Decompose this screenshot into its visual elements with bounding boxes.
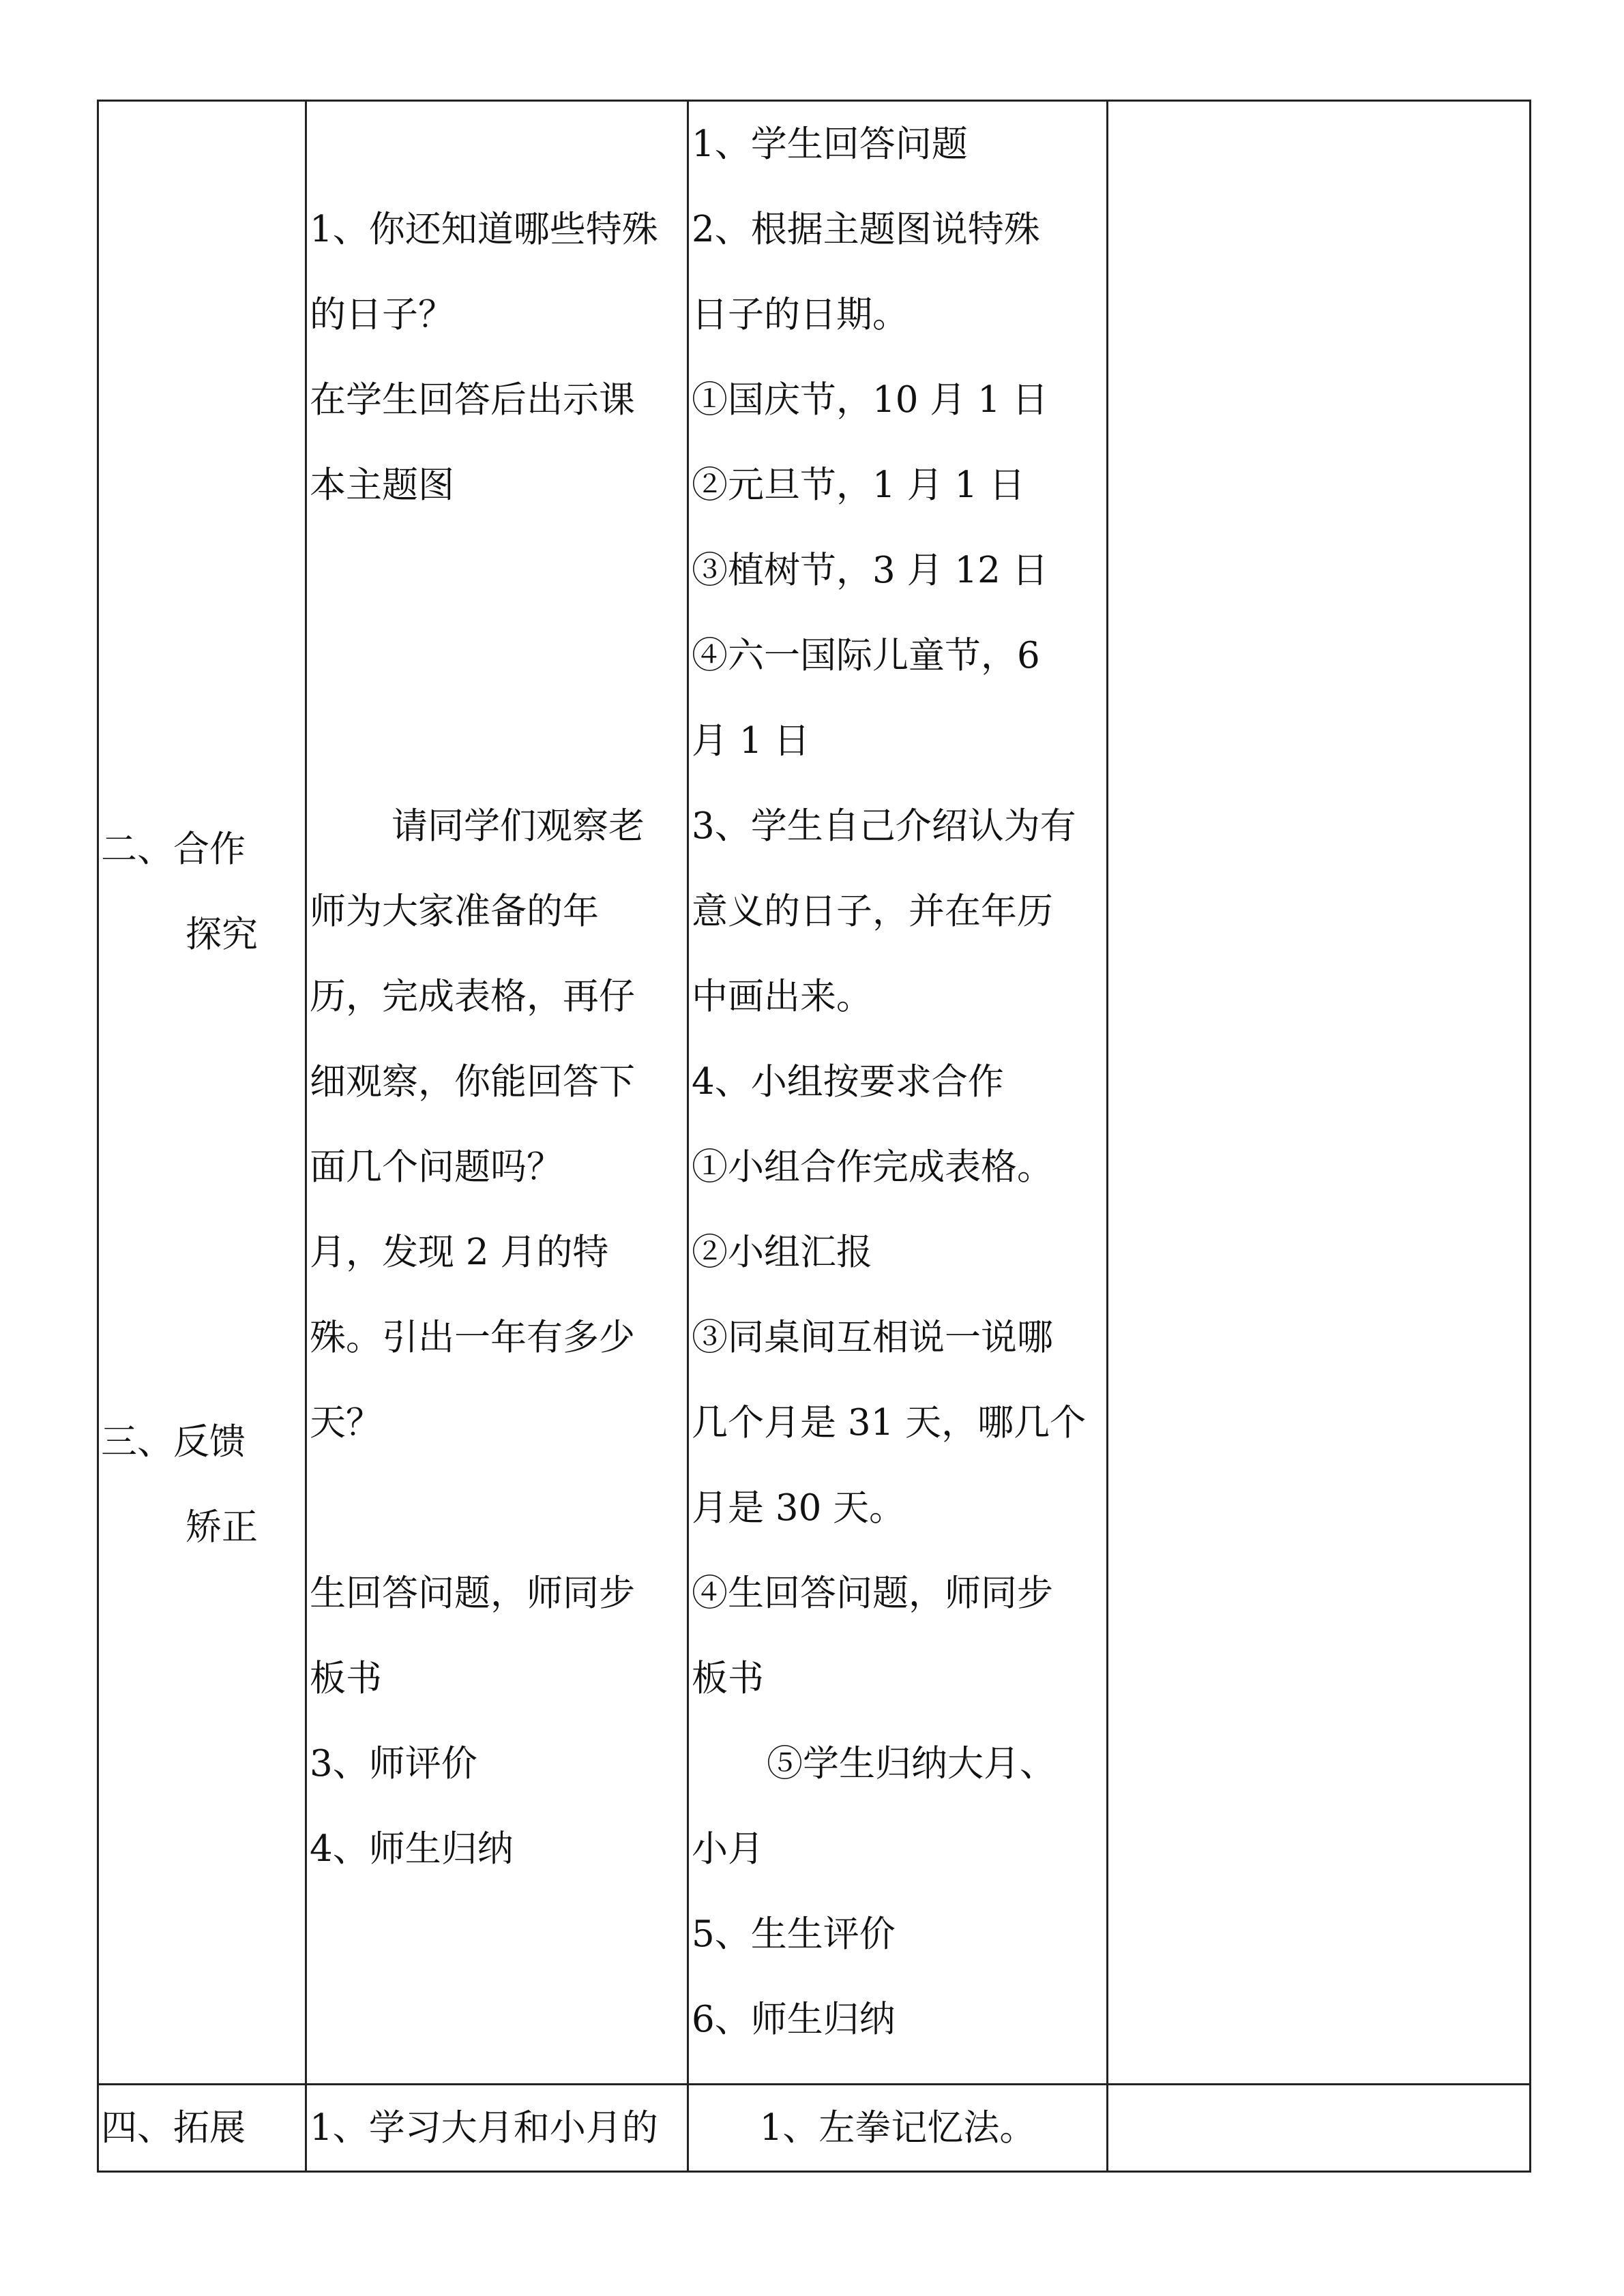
design-intent-cell-extension <box>1108 2085 1531 2172</box>
student-activity-cell <box>688 101 1108 2085</box>
student-line: 3、学生自己介绍认为有 <box>692 805 1076 847</box>
student-line: ②元旦节，1 月 1 日 <box>692 464 1025 506</box>
stage-3-line-1: 三、反馈 <box>101 1421 246 1463</box>
student-line: 小月 <box>692 1828 764 1870</box>
teacher-line: 1、你还知道哪些特殊 <box>310 209 658 250</box>
student-line: 月 1 日 <box>692 720 810 762</box>
teacher-line: 面几个问题吗？ <box>310 1146 563 1188</box>
teacher-line: 1、学习大月和小月的 <box>310 2107 658 2149</box>
teacher-line: 殊。引出一年有多少 <box>310 1317 635 1358</box>
stage-cell-extension <box>98 2085 306 2172</box>
student-line: ③植树节，3 月 12 日 <box>692 550 1048 591</box>
teacher-line: 在学生回答后出示课 <box>310 379 635 421</box>
student-line: 意义的日子，并在年历 <box>692 891 1053 932</box>
student-line: 月是 30 天。 <box>692 1487 906 1529</box>
student-line: ⑤学生归纳大月、 <box>767 1743 1056 1785</box>
student-line: ①小组合作完成表格。 <box>692 1146 1053 1188</box>
teacher-line: 细观察，你能回答下 <box>310 1061 635 1103</box>
teacher-line: 3、师评价 <box>310 1743 477 1785</box>
teacher-line: 天？ <box>310 1402 382 1444</box>
design-intent-cell <box>1108 101 1531 2085</box>
student-line: 几个月是 31 天，哪几个 <box>692 1402 1087 1444</box>
teacher-line: 本主题图 <box>310 464 454 506</box>
student-line: 4、小组按要求合作 <box>692 1061 1004 1103</box>
teacher-line: 师为大家准备的年 <box>310 891 599 932</box>
stage-3-line-2: 矫正 <box>186 1506 258 1548</box>
student-line: ②小组汇报 <box>692 1232 872 1273</box>
student-activity-cell-extension <box>688 2085 1108 2172</box>
stage-label-extension: 四、拓展 <box>101 2107 246 2149</box>
student-line: ④六一国际儿童节，6 <box>692 635 1040 676</box>
teacher-activity-cell <box>306 101 688 2085</box>
teacher-line: 月，发现 2 月的特 <box>310 1232 609 1273</box>
student-line: 中画出来。 <box>692 976 872 1017</box>
teacher-line: 历，完成表格，再仔 <box>310 976 635 1017</box>
teacher-activity-cell-extension <box>306 2085 688 2172</box>
table-row-main <box>98 101 1531 2085</box>
teacher-line: 4、师生归纳 <box>310 1828 514 1870</box>
student-line: 2、根据主题图说特殊 <box>692 209 1040 250</box>
student-line: 5、生生评价 <box>692 1913 896 1955</box>
student-line: ③同桌间互相说一说哪 <box>692 1317 1053 1358</box>
stage-cell <box>98 101 306 2085</box>
student-line: 日子的日期。 <box>692 294 909 336</box>
stage-2-line-1: 二、合作 <box>101 829 246 870</box>
student-line: 板书 <box>692 1658 764 1699</box>
student-line: 6、师生归纳 <box>692 1999 896 2040</box>
stage-label-cooperate <box>101 807 303 977</box>
lesson-plan-table <box>97 100 1531 2173</box>
student-activity-text <box>689 102 1106 2062</box>
teacher-line: 生回答问题，师同步 <box>310 1572 635 1614</box>
stage-2-line-2: 探究 <box>186 914 258 955</box>
table-row-extension <box>98 2085 1531 2172</box>
teacher-line: 请同学们观察老 <box>392 805 645 847</box>
teacher-line: 板书 <box>310 1658 382 1699</box>
teacher-activity-text <box>307 102 687 1892</box>
stage-label-feedback <box>101 1399 303 1570</box>
student-line: ④生回答问题，师同步 <box>692 1572 1053 1614</box>
student-line: 1、学生回答问题 <box>692 123 968 165</box>
student-line: 1、左拳记忆法。 <box>759 2107 1036 2149</box>
student-line: ①国庆节，10 月 1 日 <box>692 379 1048 421</box>
teacher-line: 的日子？ <box>310 294 454 336</box>
